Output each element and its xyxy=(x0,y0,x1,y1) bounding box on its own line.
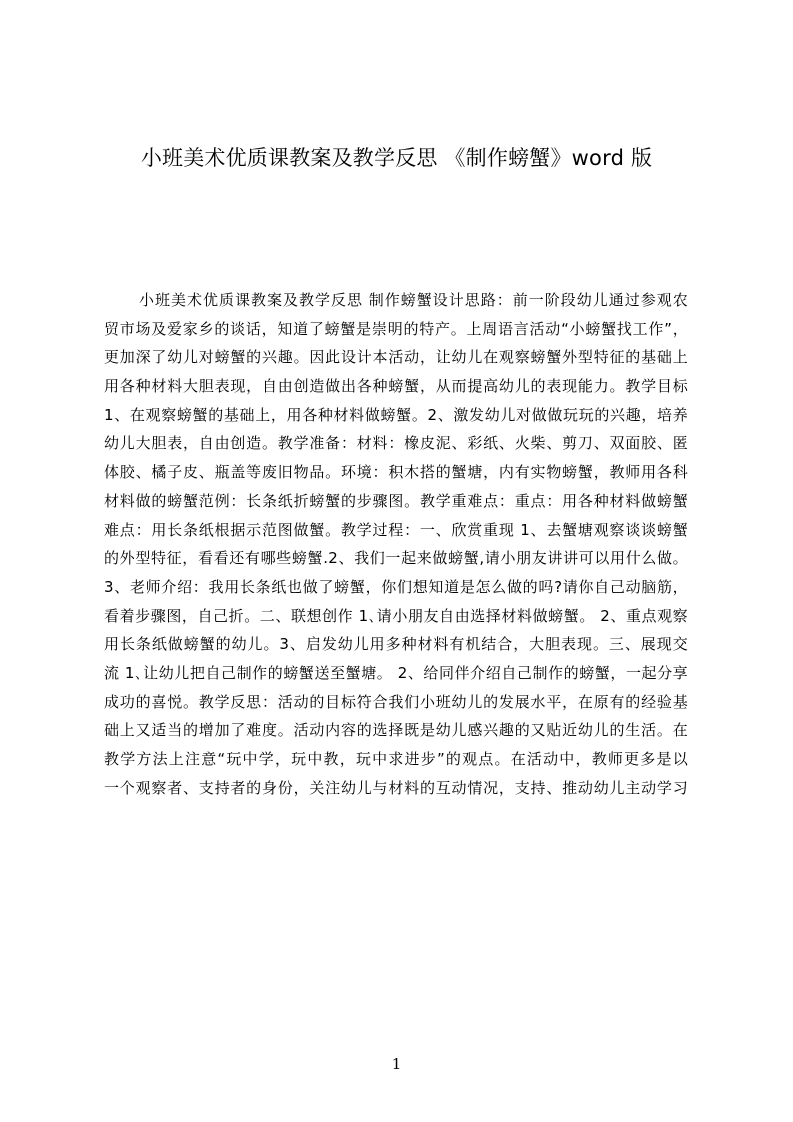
body-line: 难点：用长条纸根据示范图做蟹。教学过程：一、欣赏重现 1、去蟹塘观察谈谈螃蟹 xyxy=(104,520,688,539)
body-line: 贸市场及爱家乡的谈话，知道了螃蟹是崇明的特产。上周语言活动“小螃蟹找工作”， xyxy=(104,319,688,338)
body-line: 体胶、橘子皮、瓶盖等废旧物品。环境：积木搭的蟹塘，内有实物螃蟹，教师用各科 xyxy=(104,463,688,482)
body-line: 一个观察者、支持者的身份，关注幼儿与材料的互动情况，支持、推动幼儿主动学习 xyxy=(104,778,688,797)
document-title: 小班美术优质课教案及教学反思 《制作螃蟹》word 版 xyxy=(140,146,653,170)
body-line: 用长条纸做螃蟹的幼儿。3、启发幼儿用多种材料有机结合，大胆表现。三、展现交 xyxy=(104,635,688,654)
body-line: 看着步骤图，自己折。二、联想创作 1､请小朋友自由选择材料做螃蟹。 2、重点观察 xyxy=(104,606,688,625)
document-body xyxy=(104,286,688,802)
body-line: 幼儿大胆表，自由创造。教学准备：材料：橡皮泥、彩纸、火柴、剪刀、双面胶、匿 xyxy=(104,434,688,453)
body-line: 流 1､让幼儿把自己制作的螃蟹送至蟹塘。 2、给同伴介绍自己制作的螃蟹，一起分享 xyxy=(104,663,688,682)
body-line: 小班美术优质课教案及教学反思 制作螃蟹设计思路：前一阶段幼儿通过参观农 xyxy=(139,291,688,309)
body-line: 教学方法上注意“玩中学，玩中教，玩中求进步”的观点。在活动中，教师更多是以 xyxy=(104,750,688,768)
body-line: 材料做的螃蟹范例：长条纸折螃蟹的步骤图。教学重难点：重点：用各种材料做螃蟹 xyxy=(104,491,688,510)
body-line: 础上又适当的增加了难度。活动内容的选择既是幼儿感兴趣的又贴近幼儿的生活。在 xyxy=(104,721,688,740)
body-line: 3、老师介绍：我用长条纸也做了螃蟹，你们想知道是怎么做的吗?请你自己动脑筋， xyxy=(104,577,688,596)
body-line: 成功的喜悦。教学反思：活动的目标符合我们小班幼儿的发展水平，在原有的经验基 xyxy=(104,692,688,711)
body-line: 1、在观察螃蟹的基础上，用各种材料做螃蟹。2、激发幼儿对做做玩玩的兴趣，培养 xyxy=(104,405,688,424)
body-line: 的外型特征，看看还有哪些螃蟹.2、我们一起来做螃蟹,请小朋友讲讲可以用什么做。 xyxy=(104,549,688,568)
body-line: 用各种材料大胆表现，自由创造做出各种螃蟹，从而提高幼儿的表现能力。教学目标 xyxy=(104,377,688,396)
page-number: 1 xyxy=(391,1055,402,1073)
body-line: 更加深了幼儿对螃蟹的兴趣。因此设计本活动，让幼儿在观察螃蟹外型特征的基础上 xyxy=(104,348,688,367)
